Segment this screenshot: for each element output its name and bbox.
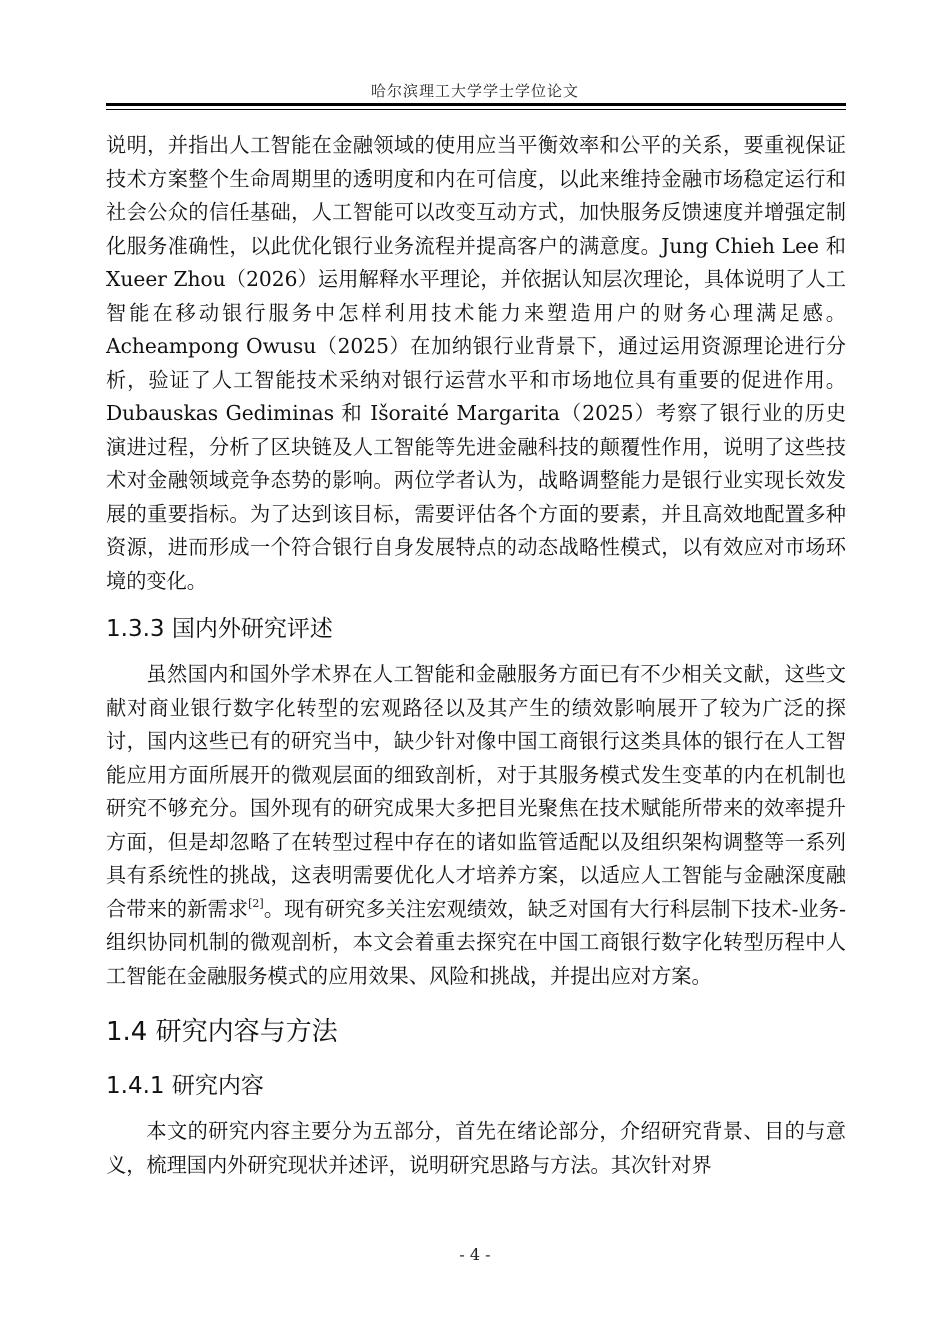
paragraph-review-text: 虽然国内和国外学术界在人工智能和金融服务方面已有不少相关文献，这些文献对商业银行数字化转型的宏观路径以及其产生的绩效影响展开了较为广泛的探讨，国内这些已有的研究当中，缺少针对像中国工商银行这类具体的银行在人工智能应用方面所展开的微观层面的细致剖析，对于其服务模式发生变革的内在机制也研究不够充分。国外现有的研究成果大多把目光聚焦在技术赋能所带来的效率提升方面，但是却忽略了在转型过程中存在的诸如监管适配以及组织架构调整等一系列具有系统性的挑战，这表明需要优化人才培养方案，以适应人工智能与金融深度融合带来的新需求	[106, 662, 846, 921]
paragraph-review-text-end: 。现有研究多关注宏观绩效，缺乏对国有大行科层制下技术-业务-组织协同机制的微观剖析，本文会着重去探究在中国工商银行数字化转型历程中人工智能在金融服务模式的应用效果、风险和挑战，并提出应对方案。	[106, 896, 846, 988]
page-header-title: 哈尔滨理工大学学士学位论文	[370, 82, 579, 100]
header-rule-thick	[106, 103, 846, 106]
paragraph-review	[106, 658, 846, 993]
page-number: - 4 -	[459, 1245, 491, 1264]
heading-1-4-1: 1.4.1 研究内容	[106, 1073, 264, 1099]
citation-marker[interactable]: [2]	[248, 896, 264, 910]
heading-1-3-3: 1.3.3 国内外研究评述	[106, 616, 333, 642]
heading-1-4: 1.4 研究内容与方法	[106, 1017, 338, 1047]
header-rule-thin	[106, 109, 846, 110]
paragraph-literature-foreign: 说明，并指出人工智能在金融领域的使用应当平衡效率和公平的关系，要重视保证技术方案整个生命周期里的透明度和内在可信度，以此来维持金融市场稳定运行和社会公众的信任基础，人工智能可以改变互动方式，加快服务反馈速度并增强定制化服务准确性，以此优化银行业务流程并提高客户的满意度。Jung Chieh Lee 和 Xueer Zhou（2026）运用解释水平理论，并依据认知层次理论，具体说明了人工智能在移动银行服务中怎样利用技术能力来塑造用户的财务心理满足感。Acheampong Owusu（2025）在加纳银行业背景下，通过运用资源理论进行分析，验证了人工智能技术采纳对银行运营水平和市场地位具有重要的促进作用。Dubauskas Gediminas 和 Išoraité Margarita（2025）考察了银行业的历史演进过程，分析了区块链及人工智能等先进金融科技的颠覆性作用，说明了这些技术对金融领域竞争态势的影响。两位学者认为，战略调整能力是银行业实现长效发展的重要指标。为了达到该目标，需要评估各个方面的要素，并且高效地配置多种资源，进而形成一个符合银行自身发展特点的动态战略性模式，以有效应对市场环境的变化。	[106, 133, 846, 593]
paragraph-research-content: 本文的研究内容主要分为五部分，首先在绪论部分，介绍研究背景、目的与意义，梳理国内外研究现状并述评，说明研究思路与方法。其次针对界	[106, 1119, 846, 1177]
document-body	[106, 129, 846, 1182]
